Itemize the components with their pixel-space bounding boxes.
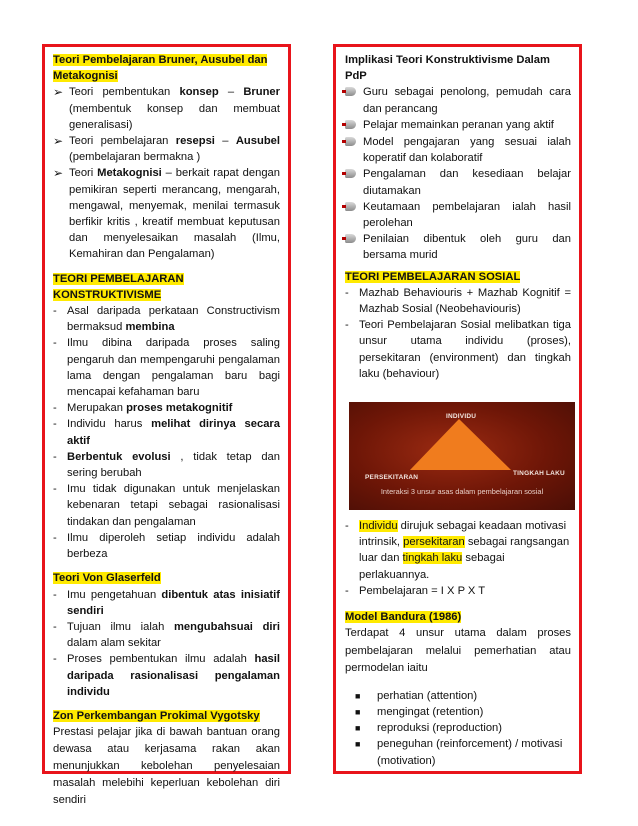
list-item	[53, 84, 280, 133]
dash-bullet: -	[345, 319, 349, 332]
list-item	[345, 134, 571, 166]
pointing-hand-icon	[345, 137, 356, 146]
dash-bullet: -	[345, 520, 349, 533]
bruner-list	[53, 84, 280, 262]
square-bullet-icon: ■	[355, 706, 361, 717]
list-item	[345, 199, 571, 231]
list-item-text	[359, 518, 571, 583]
list-item	[53, 335, 280, 400]
list-item	[53, 133, 280, 165]
list-item-text	[69, 84, 280, 133]
text-segment: Tujuan ilmu ialah	[67, 620, 174, 633]
diagram-label-individu: INDIVIDU	[446, 413, 477, 421]
list-item	[345, 518, 571, 583]
dash-bullet: -	[53, 531, 57, 544]
dash-bullet: -	[345, 286, 349, 299]
dash-bullet: -	[53, 620, 57, 633]
pointing-hand-icon	[345, 134, 363, 151]
text-segment: (membentuk konsep dan membuat generalisasi)	[69, 102, 280, 131]
bandura-heading: Model Bandura (1986)	[345, 611, 462, 624]
dash-bullet: -	[345, 584, 349, 597]
list-item	[345, 583, 571, 599]
list-item-text	[67, 449, 280, 481]
diagram-caption: Interaksi 3 unsur asas dalam pembelajaran sosial	[380, 486, 544, 496]
list-item	[53, 530, 280, 562]
dash-bullet: -	[53, 337, 57, 350]
text-segment: tingkah laku	[402, 552, 463, 565]
list-item-text	[69, 133, 280, 165]
list-item	[53, 416, 280, 448]
pointing-hand-icon	[345, 87, 356, 96]
list-item-text: Pelajar memainkan peranan yang aktif	[363, 118, 554, 131]
vygotsky-heading: Zon Perkembangan Prokimal Vygotsky	[53, 709, 260, 722]
list-item	[345, 84, 571, 116]
sosial-list	[345, 285, 571, 382]
list-item	[345, 166, 571, 198]
list-item	[53, 587, 280, 619]
konstruktivisme-list	[53, 303, 280, 562]
pointing-hand-icon	[345, 117, 363, 134]
dash-bullet: -	[53, 653, 57, 666]
list-item	[345, 231, 571, 263]
arrow-bullet-icon: ➢	[53, 85, 64, 100]
bruner-heading: Teori Pembelajaran Bruner, Ausubel dan Metakognisi	[53, 54, 268, 83]
konstruktivisme-heading: TEORI PEMBELAJARAN KONSTRUKTIVISME	[53, 272, 184, 301]
dash-bullet: -	[53, 402, 57, 415]
dash-bullet: -	[53, 588, 57, 601]
text-segment: – berkait rapat dengan pemikiran seperti merancang, mengarah, mengawal, menyemak, menilai termasuk berfikir kritis , kreatif membuat keputusan dan menyelesaikan masalah (Ilmu, Kemahiran dan Pengalaman)	[69, 167, 280, 261]
diagram-label-persekitaran: PERSEKITARAN	[365, 474, 419, 482]
text-segment: Ausubel	[235, 135, 280, 148]
glaserfeld-list	[53, 587, 280, 700]
text-segment: –	[214, 135, 236, 148]
square-bullet-icon: ■	[355, 690, 361, 701]
text-segment: Ilmu dibina daripada proses saling pengaruh dan mempengaruhi pengalaman lama dengan pengalaman baru bagi mencapai kefahaman baru	[67, 337, 280, 399]
square-bullet-icon: ■	[355, 739, 361, 750]
list-item	[53, 400, 280, 416]
implikasi-list	[345, 84, 571, 263]
text-segment: sebagai perlakuannya.	[359, 552, 505, 581]
list-item-text: Pengalaman dan kesediaan belajar diutamakan	[363, 168, 571, 197]
text-segment: Ilmu diperoleh setiap individu adalah berbeza	[67, 531, 280, 561]
list-item-text	[67, 619, 280, 651]
list-item-text	[67, 335, 280, 400]
list-item	[53, 481, 280, 530]
list-item-text: Guru sebagai penolong, pemudah cara dan perancang	[363, 86, 571, 115]
text-segment: Berbentuk evolusi	[67, 450, 171, 463]
list-item	[353, 720, 571, 736]
list-item	[345, 285, 571, 317]
text-segment: Imu tidak digunakan untuk menjelaskan kebenaran tetapi sebagai rasionalisasi tindakan dan pengalaman	[67, 483, 280, 528]
list-item-text: reproduksi (reproduction)	[377, 722, 502, 735]
list-item	[345, 117, 571, 134]
list-item	[353, 688, 571, 704]
list-item-text	[67, 481, 280, 530]
list-item-text	[67, 530, 280, 562]
list-item-text: mengingat (retention)	[377, 705, 484, 718]
interaction-triangle	[410, 419, 511, 470]
arrow-bullet-icon: ➢	[53, 134, 64, 149]
list-item-text	[67, 400, 280, 416]
dash-bullet: -	[53, 418, 57, 431]
text-segment: Individu harus	[67, 418, 152, 431]
dash-bullet: -	[53, 450, 57, 463]
pointing-hand-icon	[345, 120, 356, 129]
list-item-text: perhatian (attention)	[377, 689, 478, 702]
social-learning-diagram	[349, 402, 575, 510]
text-segment: Teori	[69, 167, 98, 180]
text-segment: dibentuk atas inisiatif sendiri	[67, 588, 280, 617]
text-segment: melihat dirinya secara aktif	[67, 418, 281, 447]
pointing-hand-icon	[345, 202, 356, 211]
list-item-text	[67, 651, 280, 700]
list-item-text: Model pengajaran yang sesuai ialah koperatif dan kolaboratif	[363, 136, 571, 165]
text-segment: Teori pembelajaran	[69, 135, 176, 148]
list-item-text: peneguhan (reinforcement) / motivasi (motivation)	[377, 738, 563, 767]
list-item	[345, 317, 571, 382]
pointing-hand-icon	[345, 169, 356, 178]
text-segment: Proses pembentukan ilmu adalah	[67, 653, 255, 666]
list-item-text: Teori Pembelajaran Sosial melibatkan tiga unsur utama individu (proses), persekitaran (environment) dan tingkah laku (behaviour)	[359, 319, 571, 380]
pointing-hand-icon	[345, 84, 363, 101]
sosial-heading: TEORI PEMBELAJARAN SOSIAL	[345, 270, 521, 283]
text-segment: Bruner	[243, 86, 280, 99]
individu-persekitaran-list	[345, 518, 571, 599]
diagram-label-tingkah-laku: TINGKAH LAKU	[513, 470, 565, 478]
list-item	[53, 651, 280, 700]
text-segment: (pembelajaran bermakna )	[69, 151, 201, 164]
text-segment: Metakognisi	[97, 167, 162, 180]
text-segment: sebagai rangsangan luar dan	[359, 536, 570, 565]
dash-bullet: -	[53, 483, 57, 496]
text-segment: Pembelajaran = I X P X T	[359, 584, 486, 597]
text-segment: dalam alam sekitar	[67, 637, 161, 650]
text-segment: –	[218, 86, 244, 99]
dash-bullet: -	[53, 305, 57, 318]
text-segment: Individu	[359, 520, 398, 533]
pointing-hand-icon	[345, 234, 356, 243]
text-segment: dirujuk sebagai keadaan motivasi intrinsik,	[359, 520, 567, 549]
left-panel	[42, 44, 291, 807]
text-segment: Imu pengetahuan	[67, 588, 162, 601]
text-segment: proses metakognitif	[126, 402, 233, 415]
text-segment: Asal daripada perkataan Constructivism bermaksud	[67, 305, 280, 334]
list-item	[53, 303, 280, 335]
text-segment: hasil daripada rasionalisasi pengalaman individu	[67, 653, 280, 698]
list-item-text	[67, 587, 280, 619]
list-item	[53, 165, 280, 262]
pointing-hand-icon	[345, 199, 363, 216]
text-segment: Merupakan	[67, 402, 127, 415]
list-item	[353, 736, 571, 768]
arrow-bullet-icon: ➢	[53, 166, 64, 181]
pointing-hand-icon	[345, 231, 363, 248]
text-segment: membina	[125, 321, 175, 334]
list-item-text	[67, 303, 280, 335]
right-panel	[333, 44, 582, 774]
list-item-text	[67, 416, 280, 448]
implikasi-heading: Implikasi Teori Konstruktivisme Dalam PdP	[345, 54, 550, 83]
list-item-text	[359, 583, 571, 599]
text-segment: Teori pembentukan	[69, 86, 180, 99]
text-segment: , tidak tetap dan sering berubah	[67, 450, 280, 480]
list-item-text	[69, 165, 280, 262]
glaserfeld-heading: Teori Von Glaserfeld	[53, 572, 161, 585]
square-bullet-icon: ■	[355, 723, 361, 734]
text-segment: resepsi	[175, 135, 215, 148]
text-segment: mengubahsuai diri	[173, 620, 280, 633]
pointing-hand-icon	[345, 166, 363, 183]
list-item	[53, 449, 280, 481]
bandura-text: Terdapat 4 unsur utama dalam proses pembelajaran melalui pemerhatian atau permodelan iaitu	[345, 627, 571, 675]
bandura-list	[345, 688, 571, 769]
list-item	[353, 704, 571, 720]
list-item-text: Mazhab Behaviouris + Mazhab Kognitif = Mazhab Sosial (Neobehaviouris)	[359, 286, 571, 316]
list-item	[53, 619, 280, 651]
list-item-text: Penilaian dibentuk oleh guru dan bersama murid	[363, 233, 571, 262]
text-segment: konsep	[179, 86, 219, 99]
text-segment: persekitaran	[403, 536, 465, 549]
vygotsky-text: Prestasi pelajar jika di bawah bantuan orang dewasa atau kerjasama rakan akan menunjukkan kebolehan penyelesaian masalah melebihi keperluan kebolehan diri sendiri	[53, 726, 280, 807]
list-item-text: Keutamaan pembelajaran ialah hasil perolehan	[363, 200, 571, 230]
